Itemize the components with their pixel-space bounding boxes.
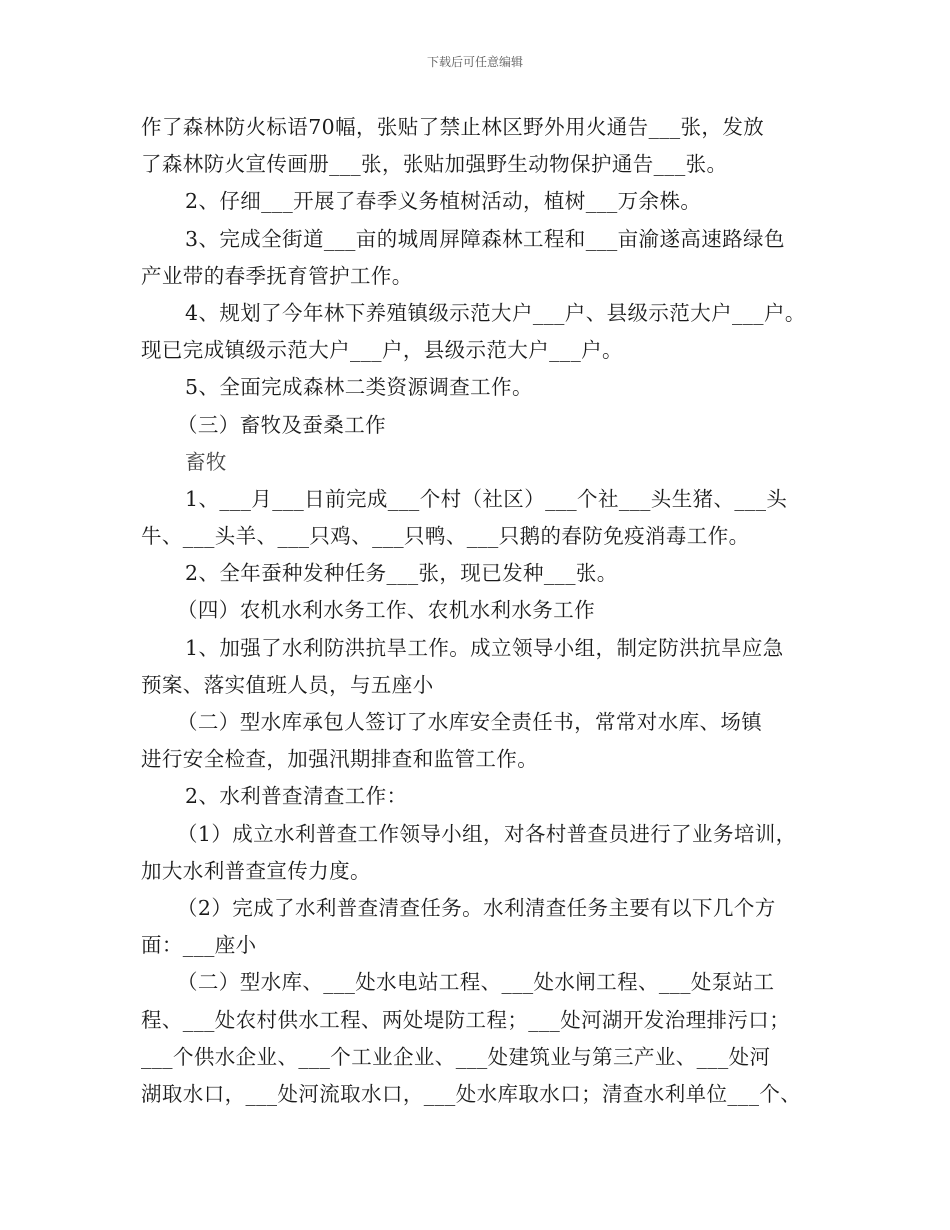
paragraph-line: 5、全面完成森林二类资源调查工作。	[185, 375, 533, 400]
paragraph-line: 2、全年蚕种发种任务___张，现已发种___张。	[185, 561, 618, 586]
paragraph-line: 2、水利普查清查工作：	[185, 784, 408, 809]
paragraph-line: （二）型水库承包人签订了水库安全责任书，常常对水库、场镇	[177, 710, 763, 734]
paragraph-line: 1、___月___日前完成___个村（社区）___个社___头生猪、___头	[185, 486, 788, 511]
page-header: 下载后可任意编辑	[426, 55, 523, 69]
paragraph-line: 2、仔细___开展了春季义务植树活动，植树___万余株。	[185, 189, 702, 214]
subsection-heading: 畜牧	[185, 449, 227, 474]
paragraph-line: 进行安全检查，加强汛期排查和监管工作。	[141, 747, 539, 772]
paragraph-line: 加大水利普查宣传力度。	[141, 858, 371, 883]
paragraph-line: ___个供水企业、___个工业企业、___处建筑业与第三产业、___处河	[141, 1044, 771, 1069]
paragraph-line: 牛、___头羊、___只鸡、___只鸭、___只鹅的春防免疫消毒工作。	[141, 524, 750, 549]
paragraph-line: 湖取水口，___处河流取水口，___处水库取水口；清查水利单位___个、	[141, 1081, 802, 1106]
paragraph-line: 面：___座小	[141, 933, 257, 958]
paragraph-line: 了森林防火宣传画册___张，张贴加强野生动物保护通告___张。	[141, 152, 728, 177]
section-heading: （三）畜牧及蚕桑工作	[177, 412, 386, 437]
paragraph-line: （二）型水库、___处水电站工程、___处水闸工程、___处泵站工	[177, 970, 775, 995]
paragraph-line: 3、完成全街道___亩的城周屏障森林工程和___亩渝遂高速路绿色	[185, 226, 785, 251]
paragraph-line: 作了森林防火标语70幅，张贴了禁止林区野外用火通告___张，发放	[141, 115, 765, 139]
paragraph-line: （1）成立水利普查工作领导小组，对各村普查员进行了业务培训，	[177, 821, 797, 846]
paragraph-line: （2）完成了水利普查清查任务。水利清查任务主要有以下几个方	[177, 895, 776, 920]
paragraph-line: 程、___处农村供水工程、两处堤防工程；___处河湖开发治理排污口；	[141, 1007, 791, 1032]
section-heading: （四）农机水利水务工作、农机水利水务工作	[177, 598, 595, 623]
paragraph-line: 1、加强了水利防洪抗旱工作。成立领导小组，制定防洪抗旱应急	[185, 635, 784, 660]
paragraph-line: 预案、落实值班人员，与五座小	[141, 672, 434, 697]
paragraph-line: 产业带的春季抚育管护工作。	[141, 263, 413, 288]
paragraph-line: 现已完成镇级示范大户___户，县级示范大户___户。	[141, 338, 623, 363]
document-body	[141, 109, 813, 1113]
paragraph-line: 4、规划了今年林下养殖镇级示范大户___户、县级示范大户___户。	[185, 300, 806, 325]
